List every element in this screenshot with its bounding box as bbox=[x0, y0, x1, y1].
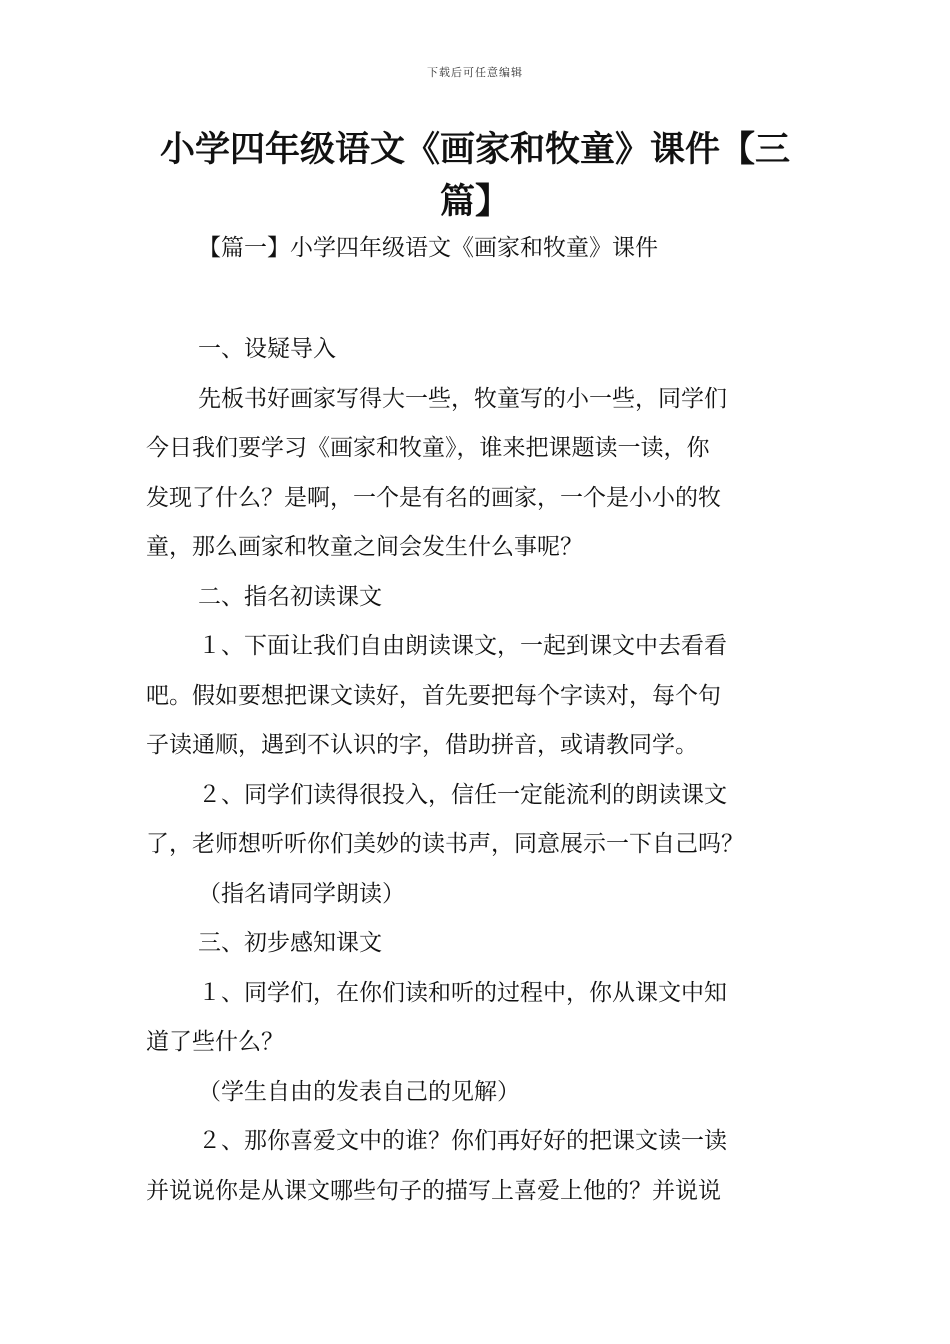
paragraph-line: ２、同学们读得很投入，信任一定能流利的朗读课文 bbox=[198, 781, 727, 808]
title-line-1: 小学四年级语文《画家和牧童》课件【三 bbox=[159, 130, 790, 170]
document-title bbox=[140, 124, 810, 228]
paragraph-line: 发现了什么？是啊，一个是有名的画家，一个是小小的牧 bbox=[146, 484, 721, 511]
paragraph-line: （指名请同学朗读） bbox=[198, 880, 405, 907]
paragraph-line: １、下面让我们自由朗读课文，一起到课文中去看看 bbox=[198, 633, 727, 659]
paragraph-line: 并说说你是从课文哪些句子的描写上喜爱上他的？并说说 bbox=[146, 1177, 721, 1204]
paragraph-line: １、同学们，在你们读和听的过程中，你从课文中知 bbox=[198, 979, 727, 1006]
heading-read-text: 二、指名初读课文 bbox=[198, 583, 382, 610]
paragraph-line: 子读通顺，遇到不认识的字，借助拼音，或请教同学。 bbox=[146, 732, 698, 758]
paragraph-line: 道了些什么？ bbox=[146, 1029, 284, 1055]
paragraph-line: 了，老师想听听你们美妙的读书声，同意展示一下自己吗？ bbox=[146, 831, 744, 857]
paragraph-line: ２、那你喜爱文中的谁？你们再好好的把课文读一读 bbox=[198, 1128, 727, 1154]
paragraph-line: 先板书好画家写得大一些，牧童写的小一些，同学们 bbox=[198, 385, 727, 412]
heading-perceive-text: 三、初步感知课文 bbox=[198, 930, 382, 956]
heading-set-doubt: 一、设疑导入 bbox=[198, 336, 336, 362]
page-header-watermark: 下载后可任意编辑 bbox=[427, 66, 523, 79]
paragraph-line: （学生自由的发表自己的见解） bbox=[198, 1078, 520, 1105]
paragraph-line: 今日我们要学习《画家和牧童》，谁来把课题读一读，你 bbox=[146, 435, 710, 461]
paragraph-line: 吧。假如要想把课文读好，首先要把每个字读对，每个句 bbox=[146, 682, 721, 709]
paragraph-line: 童，那么画家和牧童之间会发生什么事呢？ bbox=[146, 534, 583, 560]
body-text bbox=[146, 325, 816, 1216]
title-line-2: 篇】 bbox=[439, 182, 510, 222]
section-heading: 【篇一】小学四年级语文《画家和牧童》课件 bbox=[198, 235, 658, 261]
